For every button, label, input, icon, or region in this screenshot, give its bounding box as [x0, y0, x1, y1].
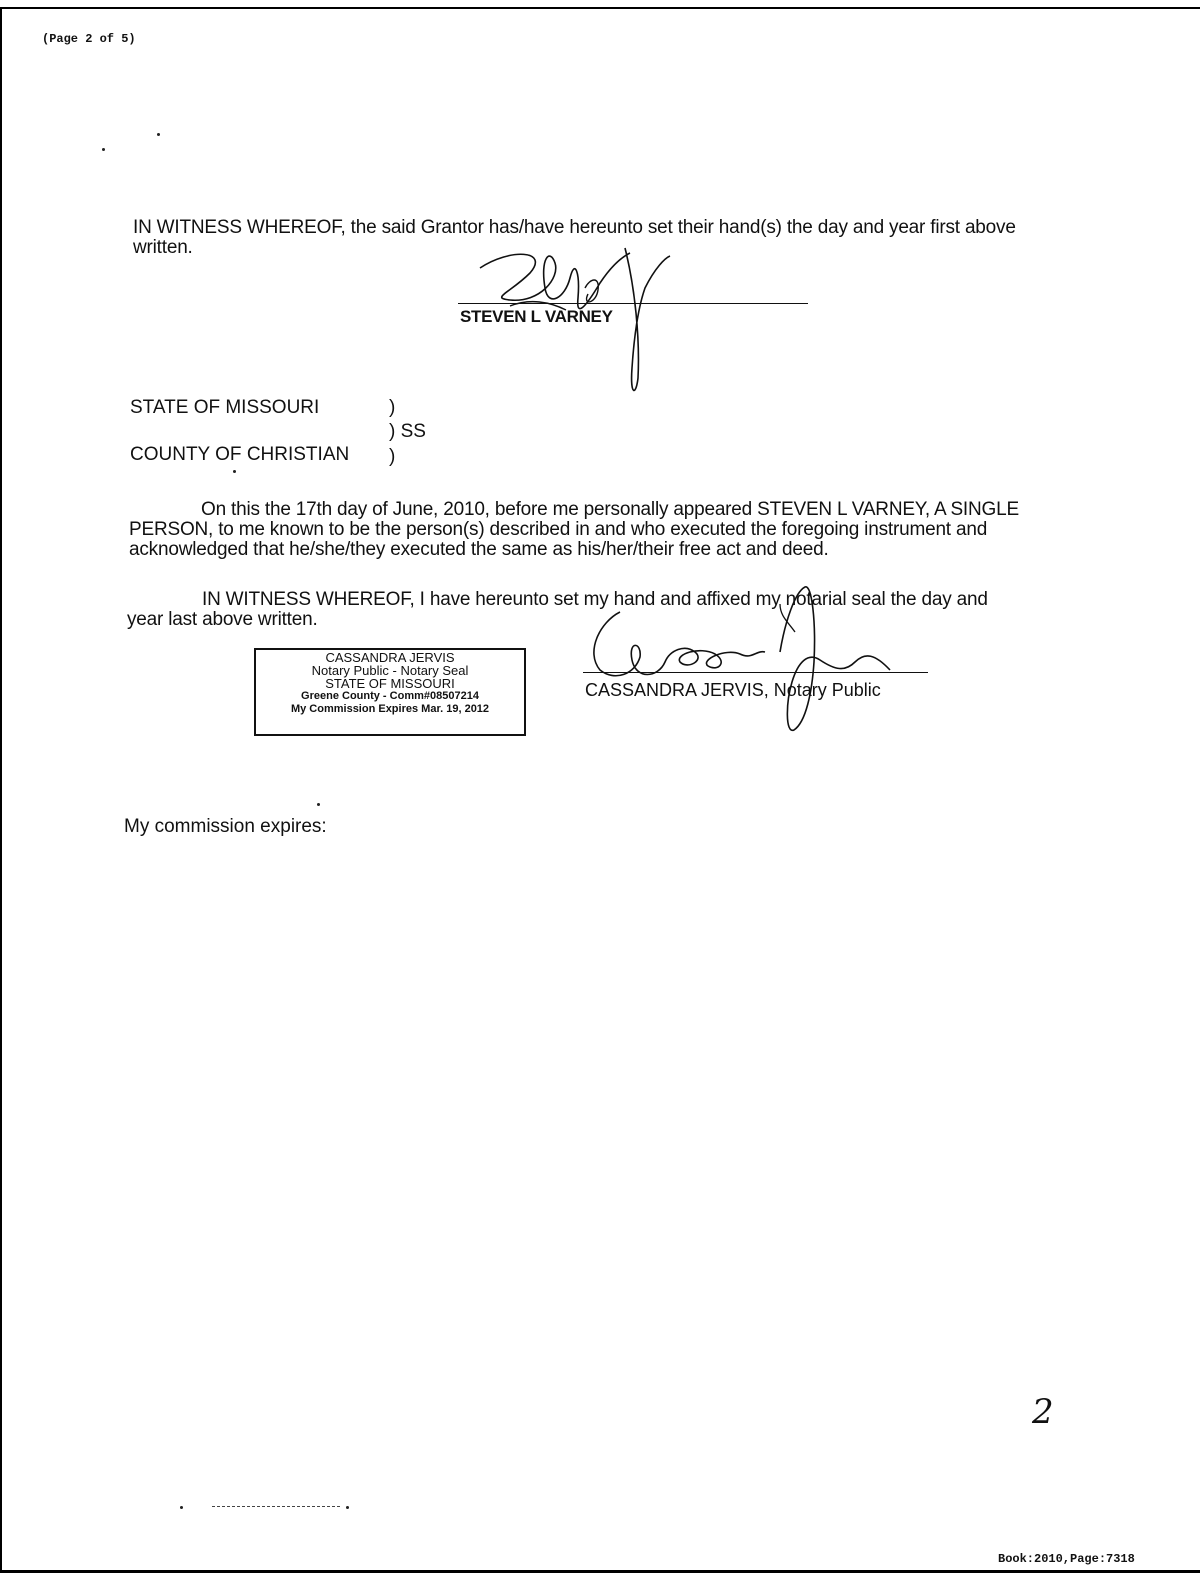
scan-speck [180, 1506, 183, 1509]
page-border-top [0, 7, 1200, 9]
scan-speck [233, 470, 236, 473]
notary-witness-paragraph: IN WITNESS WHEREOF, I have hereunto set my hand and affixed my notarial seal the day and year last above written. [127, 589, 988, 630]
venue-paren-open: ) [389, 397, 396, 418]
venue-ss: ) SS [389, 421, 426, 442]
venue-paren-close: ) [389, 446, 396, 467]
seal-state: STATE OF MISSOURI [325, 676, 455, 691]
handwritten-page-number: 2 [1032, 1392, 1054, 1432]
grantor-name: STEVEN L VARNEY [460, 307, 613, 326]
witness-clause: IN WITNESS WHEREOF, the said Grantor has/have hereunto set their hand(s) the day and year first above written. [133, 217, 1016, 258]
footer-dash-mark [212, 1506, 340, 1508]
seal-notary-name: CASSANDRA JERVIS [325, 650, 455, 665]
page-border-left [0, 7, 2, 1572]
seal-expiration: My Commission Expires Mar. 19, 2012 [290, 703, 490, 715]
scan-speck [157, 133, 160, 136]
scan-speck [102, 148, 105, 151]
notary-caption: CASSANDRA JERVIS, Notary Public [585, 680, 881, 700]
commission-expires-label: My commission expires: [124, 816, 327, 837]
seal-commission-number: Greene County - Comm#08507214 [301, 690, 479, 702]
notary-seal-stamp [254, 648, 526, 736]
venue-state: STATE OF MISSOURI [130, 397, 320, 418]
grantor-signature-line [458, 303, 808, 304]
seal-title: Notary Public - Notary Seal [311, 663, 469, 678]
page-label: (Page 2 of 5) [42, 32, 136, 46]
venue-county: COUNTY OF CHRISTIAN [130, 444, 350, 465]
acknowledgment-paragraph: On this the 17th day of June, 2010, before me personally appeared STEVEN L VARNEY, A SINGLE PERSON, to me known to be the person(s) described in and who executed the foregoing instrument and acknowledged that he/she/they executed the same as his/her/their free act and deed. [129, 499, 1019, 560]
book-page-reference: Book:2010,Page:7318 [998, 1552, 1135, 1566]
notary-signature-scribble [580, 582, 910, 742]
page-border-bottom [0, 1570, 1200, 1573]
notary-signature-line [583, 672, 928, 673]
scan-speck [317, 803, 320, 806]
scan-speck [346, 1506, 349, 1509]
